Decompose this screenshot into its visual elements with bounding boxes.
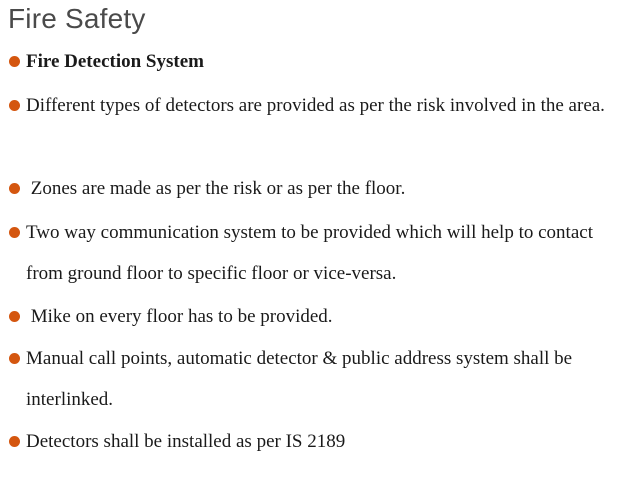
bullet-dot-icon xyxy=(9,436,20,447)
bullet-dot-icon xyxy=(9,353,20,364)
bullet-text: Two way communication system to be provided which will help to contact from ground floor to specific floor or vice-versa. xyxy=(26,222,598,284)
bullet-dot-icon xyxy=(9,183,20,194)
bullet-text: Zones are made as per the risk or as per the floor. xyxy=(26,178,406,199)
bullet-dot-icon xyxy=(9,100,20,111)
slide-title: Fire Safety xyxy=(8,3,146,34)
bullet-text: Manual call points, automatic detector & public address system shall be interlinked. xyxy=(26,348,577,410)
bullet-dot-icon xyxy=(9,227,20,238)
bullet-text: Mike on every floor has to be provided. xyxy=(26,306,333,327)
bullet-dot-icon xyxy=(9,311,20,322)
bullet-text: Different types of detectors are provided as per the risk involved in the area. xyxy=(26,95,605,116)
bullet-text: Fire Detection System xyxy=(26,51,204,72)
bullet-dot-icon xyxy=(9,56,20,67)
bullet-text: Detectors shall be installed as per IS 2189 xyxy=(26,431,346,452)
